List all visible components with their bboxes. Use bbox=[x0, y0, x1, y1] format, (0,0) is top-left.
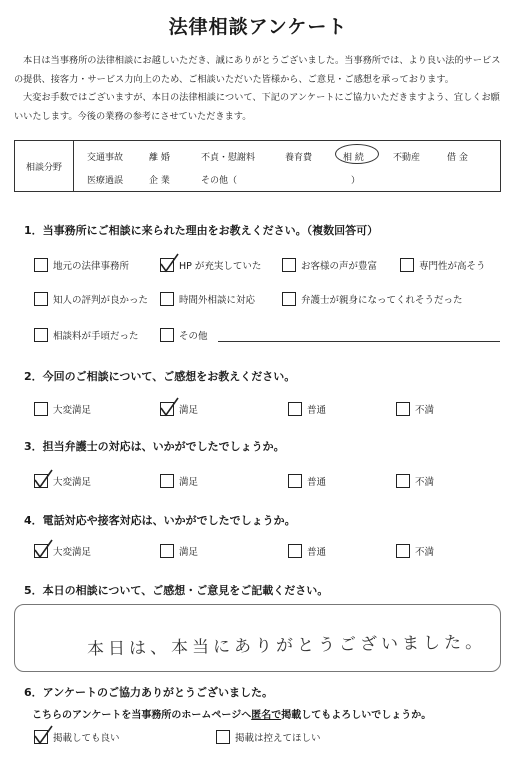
checkbox[interactable] bbox=[160, 474, 174, 488]
category-medical[interactable]: 医療過誤 bbox=[87, 176, 124, 186]
check-mark-icon bbox=[33, 468, 55, 490]
q1-option-expertise[interactable]: 専門性が高そう bbox=[400, 258, 486, 272]
category-inheritance[interactable]: 相 続 bbox=[343, 153, 364, 163]
checkbox[interactable] bbox=[288, 544, 302, 558]
category-divorce[interactable]: 離 婚 bbox=[149, 153, 170, 163]
checkbox[interactable] bbox=[34, 474, 48, 488]
q1-option-local[interactable]: 地元の法律事務所 bbox=[34, 258, 129, 272]
q2-option-neutral[interactable]: 普通 bbox=[288, 402, 326, 416]
checkbox[interactable] bbox=[396, 474, 410, 488]
survey-title: 法律相談アンケート bbox=[168, 16, 348, 38]
checkbox[interactable] bbox=[34, 402, 48, 416]
checkbox[interactable] bbox=[288, 474, 302, 488]
q4-option-neutral[interactable]: 普通 bbox=[288, 544, 326, 558]
q1-option-other[interactable]: その他 bbox=[160, 328, 208, 342]
q1-option-affordable[interactable]: 相談料が手頃だった bbox=[34, 328, 139, 342]
category-adultery[interactable]: 不貞・慰謝料 bbox=[201, 153, 256, 163]
check-mark-icon bbox=[159, 396, 181, 418]
category-other[interactable]: その他（ bbox=[201, 176, 238, 186]
category-corporate[interactable]: 企 業 bbox=[149, 176, 170, 186]
question-2-title: 2．今回のご相談について、ご感想をお教えください。 bbox=[24, 370, 296, 383]
category-child-support[interactable]: 養育費 bbox=[285, 153, 313, 163]
q3-option-dissatisfied[interactable]: 不満 bbox=[396, 474, 434, 488]
category-debt[interactable]: 借 金 bbox=[447, 153, 468, 163]
q2-option-satisfied[interactable]: 満足 bbox=[160, 402, 198, 416]
q1-other-input-line[interactable] bbox=[218, 341, 500, 342]
question-6-title: 6．アンケートのご協力ありがとうございました。 bbox=[24, 686, 273, 699]
q2-option-dissatisfied[interactable]: 不満 bbox=[396, 402, 434, 416]
checkbox[interactable] bbox=[34, 328, 48, 342]
checkbox[interactable] bbox=[160, 292, 174, 306]
check-mark-icon bbox=[33, 538, 55, 560]
question-3-title: 3．担当弁護士の対応は、いかがでしたでしょうか。 bbox=[24, 440, 285, 453]
checkbox[interactable] bbox=[34, 292, 48, 306]
checkbox[interactable] bbox=[396, 544, 410, 558]
q1-option-testimonials[interactable]: お客様の声が豊富 bbox=[282, 258, 377, 272]
q2-option-very-satisfied[interactable]: 大変満足 bbox=[34, 402, 91, 416]
checkbox[interactable] bbox=[396, 402, 410, 416]
checkbox[interactable] bbox=[282, 292, 296, 306]
checkbox[interactable] bbox=[34, 544, 48, 558]
question-1-title: 1．当事務所にご相談に来られた理由をお教えください。（複数回答可） bbox=[24, 224, 379, 237]
category-other-close: ） bbox=[351, 176, 361, 186]
consultation-category-box bbox=[14, 140, 501, 192]
anonymous-emphasis: 匿名で bbox=[251, 710, 282, 721]
q6-option-decline[interactable]: 掲載は控えてほしい bbox=[216, 730, 321, 744]
handwritten-comment: 本日は、本当にありがとうございました。 bbox=[86, 632, 487, 660]
q1-option-reputation[interactable]: 知人の評判が良かった bbox=[34, 292, 148, 306]
question-6-subtitle: こちらのアンケートを当事務所のホームページへ匿名で掲載してもよろしいでしょうか。 bbox=[32, 710, 432, 721]
checkbox[interactable] bbox=[160, 328, 174, 342]
checkbox[interactable] bbox=[282, 258, 296, 272]
intro-paragraph-2: 大変お手数ではございますが、本日の法律相談について、下記のアンケートにご協力いただきますよう、宜しくお願いいたします。今後の業務の参考にさせていただきます。 bbox=[14, 92, 500, 122]
checkbox[interactable] bbox=[160, 402, 174, 416]
checkbox[interactable] bbox=[216, 730, 230, 744]
q1-option-after-hours[interactable]: 時間外相談に対応 bbox=[160, 292, 255, 306]
q4-option-satisfied[interactable]: 満足 bbox=[160, 544, 198, 558]
intro-paragraph-1: 本日は当事務所の法律相談にお越しいただき、誠にありがとうございました。当事務所では、より良い法的サービスの提供、接客力・サービス力向上のため、ご相談いただいた皆様から、ご意見・ご感想を承っております。 bbox=[14, 55, 501, 85]
question-5-title: 5．本日の相談について、ご感想・ご意見をご記載ください。 bbox=[24, 584, 329, 597]
checkbox[interactable] bbox=[34, 730, 48, 744]
checkbox[interactable] bbox=[400, 258, 414, 272]
category-header: 相談分野 bbox=[15, 141, 74, 191]
q6-option-allow[interactable]: 掲載しても良い bbox=[34, 730, 120, 744]
intro-text bbox=[14, 52, 504, 126]
question-4-title: 4．電話対応や接客対応は、いかがでしたでしょうか。 bbox=[24, 514, 296, 527]
q4-option-dissatisfied[interactable]: 不満 bbox=[396, 544, 434, 558]
comment-textarea[interactable] bbox=[14, 604, 501, 672]
q1-option-attentive-lawyer[interactable]: 弁護士が親身になってくれそうだった bbox=[282, 292, 463, 306]
checkbox[interactable] bbox=[288, 402, 302, 416]
category-traffic-accident[interactable]: 交通事故 bbox=[87, 153, 124, 163]
check-mark-icon bbox=[159, 252, 181, 274]
q1-option-website[interactable]: HP が充実していた bbox=[160, 258, 261, 272]
q3-option-satisfied[interactable]: 満足 bbox=[160, 474, 198, 488]
checkbox[interactable] bbox=[160, 544, 174, 558]
checkbox[interactable] bbox=[34, 258, 48, 272]
q3-option-very-satisfied[interactable]: 大変満足 bbox=[34, 474, 91, 488]
selected-category-circle bbox=[335, 144, 379, 164]
q4-option-very-satisfied[interactable]: 大変満足 bbox=[34, 544, 91, 558]
check-mark-icon bbox=[33, 724, 55, 746]
checkbox[interactable] bbox=[160, 258, 174, 272]
category-real-estate[interactable]: 不動産 bbox=[393, 153, 421, 163]
q3-option-neutral[interactable]: 普通 bbox=[288, 474, 326, 488]
